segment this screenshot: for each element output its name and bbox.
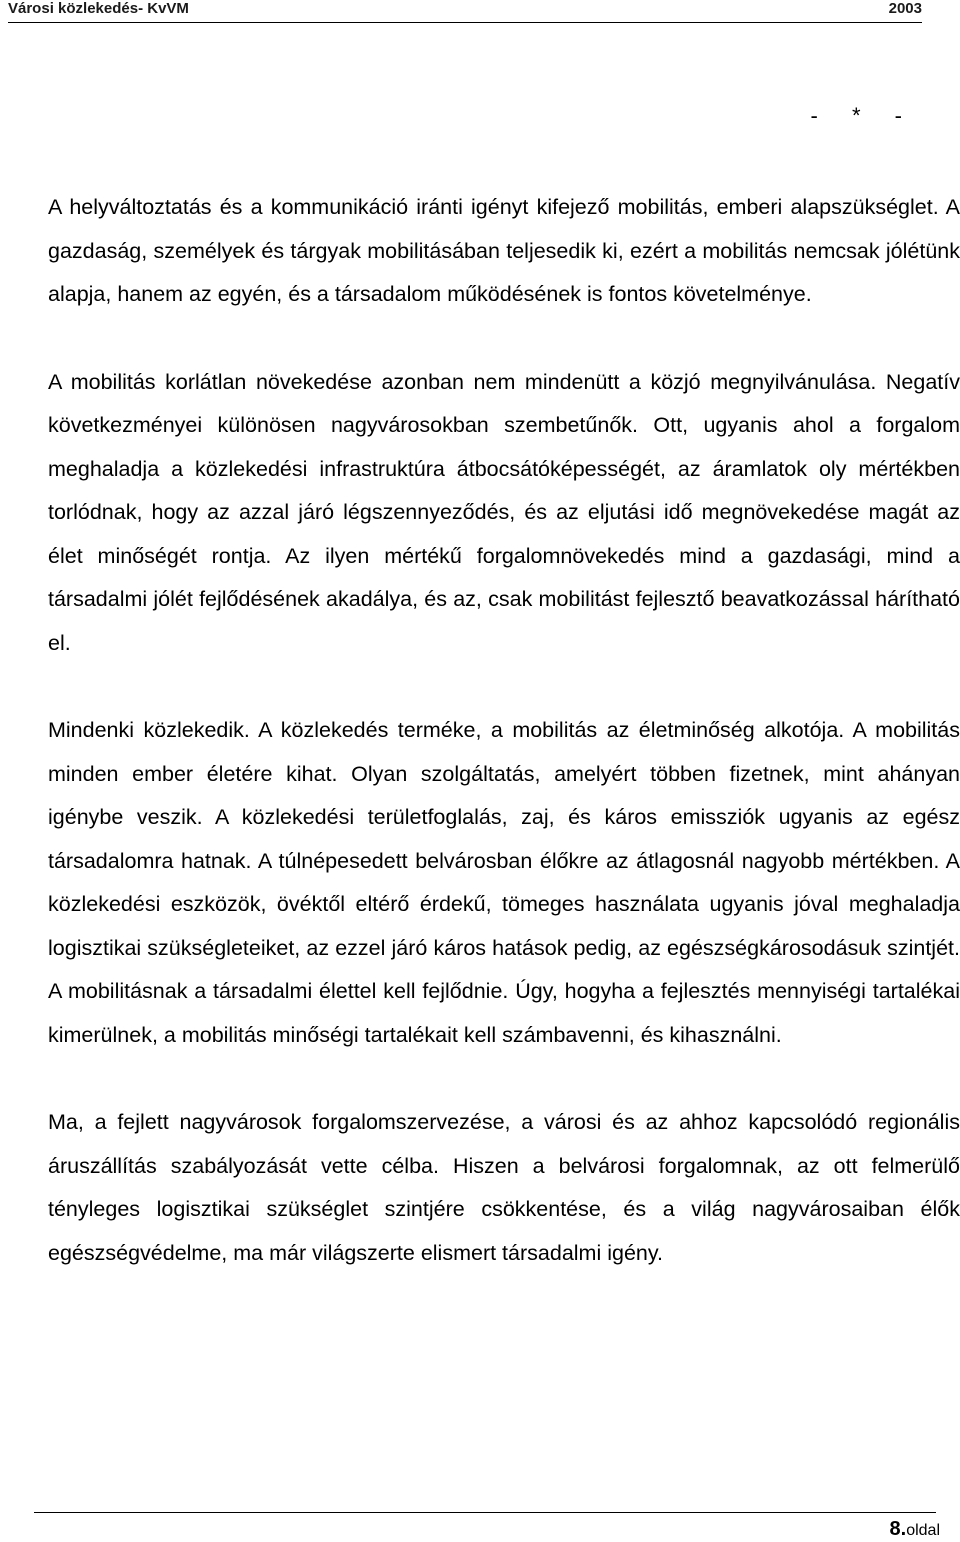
section-separator: - * - [810, 103, 916, 128]
paragraph-4: Ma, a fejlett nagyvárosok forgalomszervezése, a városi és az ahhoz kapcsolódó regionális áruszállítás szabályozását vette célba. Hiszen a belvárosi forgalomnak, az ott felmerülő tényleges logisztikai szükséglet szintjére csökkentése, és a világ nagyvárosaiban élők egészségvédelme, ma már világszerte elismert társadalmi igény. [48, 1110, 960, 1265]
header-year: 2003 [888, 0, 922, 17]
paragraph-1: A helyváltoztatás és a kommunikáció iránti igényt kifejező mobilitás, emberi alapszükséglet. A gazdaság, személyek és tárgyak mobilitásában teljesedik ki, ezért a mobilitás nemcsak jólétünk alapja, hanem az egyén, és a társadalom működésének is fontos követelménye. [48, 195, 960, 306]
header-rule [8, 22, 922, 23]
header-title: Városi közlekedés- KvVM [8, 0, 189, 17]
page-number: 8. [889, 1518, 907, 1540]
page-word: oldal [906, 1522, 940, 1539]
page-header [8, 0, 922, 22]
body-text [48, 186, 960, 1275]
paragraph-3: Mindenki közlekedik. A közlekedés terméke, a mobilitás az életminőség alkotója. A mobilitás minden ember életére kihat. Olyan szolgáltatás, amelyért többen fizetnek, mint ahányan igénybe veszik. A közlekedési területfoglalás, zaj, és káros emissziók ugyanis az egész társadalomra hatnak. A túlnépesedett belvárosban élőkre az átlagosnál nagyobb mértékben. A közlekedési eszközök, övéktől eltérő érdekű, tömeges használata ugyanis jóval meghaladja logisztikai szükségleteiket, az ezzel járó káros hatások pedig, az egészségkárosodásuk szintjét. A mobilitásnak a társadalmi élettel kell fejlődnie. Úgy, hogyha a fejlesztés mennyiségi tartalékai kimerülnek, a mobilitás minőségi tartalékait kell számbavenni, és kihasználni. [48, 718, 960, 1047]
footer-rule [34, 1512, 936, 1513]
page-footer [890, 1518, 941, 1541]
paragraph-2: A mobilitás korlátlan növekedése azonban nem mindenütt a közjó megnyilvánulása. Negatív következményei különösen nagyvárosokban szembetűnők. Ott, ugyanis ahol a forgalom meghaladja a közlekedési infrastruktúra átbocsátóképességét, az áramlatok oly mértékben torlódnak, hogy az azzal járó légszennyeződés, és az eljutási idő megnövekedése magát az élet minőségét rontja. Az ilyen mértékű forgalomnövekedés mind a gazdasági, mind a társadalmi jólét fejlődésének akadálya, és az, csak mobilitást fejlesztő beavatkozással hárítható el. [48, 369, 960, 655]
